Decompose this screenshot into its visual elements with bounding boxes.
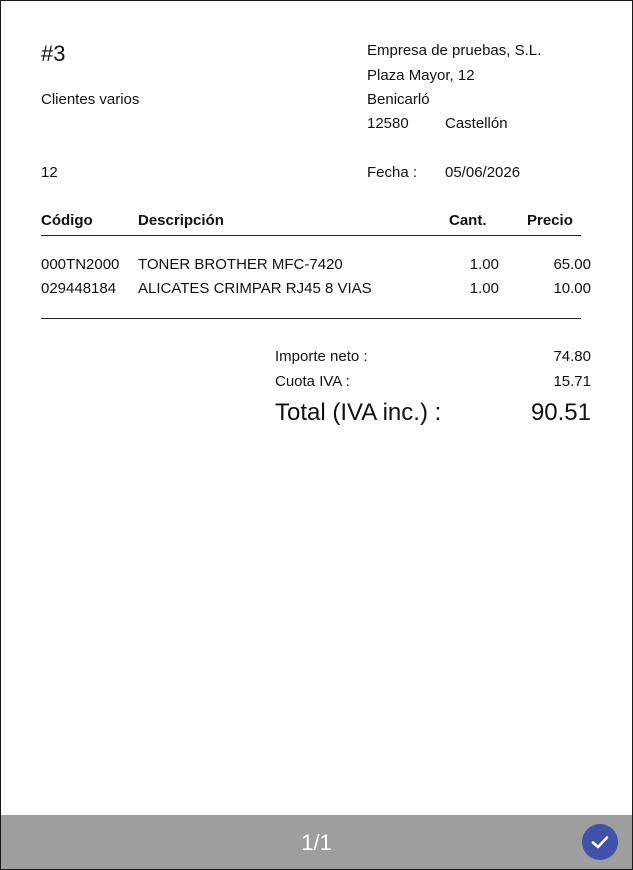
client-code: 12 — [41, 164, 58, 181]
column-header-price: Precio — [527, 212, 573, 229]
net-amount-value: 74.80 — [553, 348, 591, 365]
row-qty: 1.00 — [469, 256, 499, 273]
date-label: Fecha : — [367, 164, 418, 181]
row-description: TONER BROTHER MFC-7420 — [138, 256, 343, 273]
check-circle-icon — [588, 830, 612, 854]
column-header-description: Descripción — [138, 212, 224, 229]
company-postal-code: 12580 — [367, 115, 409, 132]
table-bottom-divider — [41, 318, 581, 319]
invoice-date: 05/06/2026 — [445, 164, 521, 181]
footer-bar — [1, 815, 632, 869]
header-divider — [41, 235, 581, 236]
confirm-button[interactable] — [582, 824, 618, 860]
company-name: Empresa de pruebas, S.L. — [367, 42, 542, 59]
row-price: 10.00 — [553, 280, 591, 297]
row-code: 000TN2000 — [41, 256, 120, 273]
company-address: Plaza Mayor, 12 — [367, 67, 475, 84]
column-header-qty: Cant. — [449, 212, 487, 229]
total-value: 90.51 — [530, 399, 591, 426]
row-code: 029448184 — [41, 280, 117, 297]
row-qty: 1.00 — [469, 280, 499, 297]
company-province: Castellón — [445, 115, 508, 132]
company-city: Benicarló — [367, 91, 430, 108]
row-description: ALICATES CRIMPAR RJ45 8 VIAS — [138, 280, 372, 297]
column-header-code: Código — [41, 212, 93, 229]
row-price: 65.00 — [553, 256, 591, 273]
vat-value: 15.71 — [553, 373, 591, 390]
client-name: Clientes varios — [41, 91, 140, 108]
invoice-number: #3 — [41, 41, 66, 66]
page-indicator: 1/1 — [301, 830, 332, 855]
net-amount-label: Importe neto : — [275, 348, 368, 365]
vat-label: Cuota IVA : — [275, 373, 350, 390]
total-label: Total (IVA inc.) : — [275, 399, 442, 426]
